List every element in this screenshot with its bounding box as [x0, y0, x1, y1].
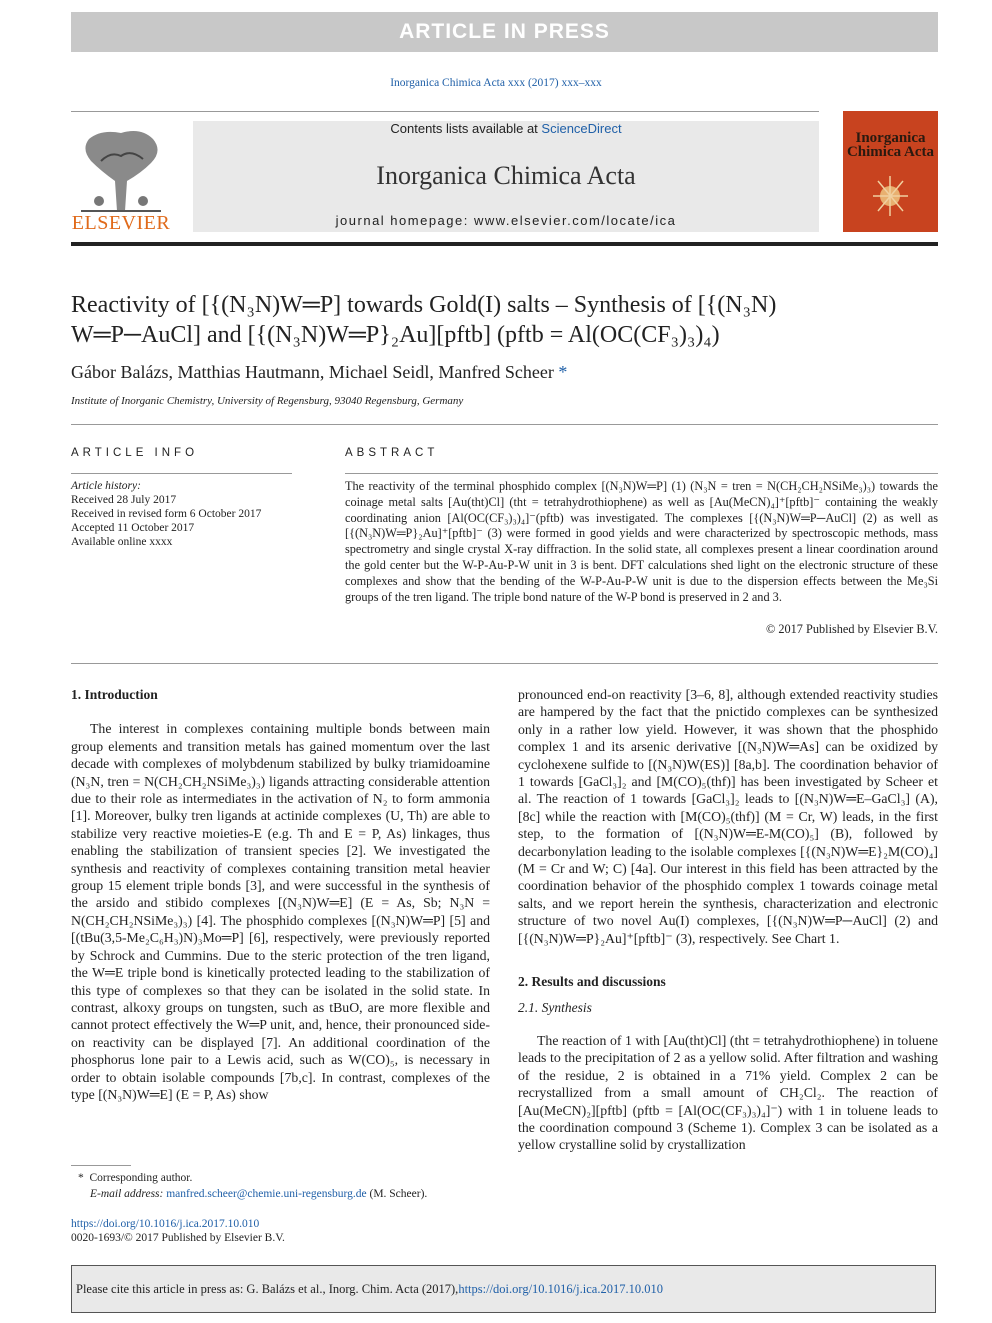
article-in-press-banner: ARTICLE IN PRESS	[71, 12, 938, 52]
right-column	[518, 686, 938, 1154]
journal-homepage[interactable]: journal homepage: www.elsevier.com/locate/ica	[335, 213, 677, 228]
abstract-text: The reactivity of the terminal phosphido complex [(N₃N)W═P] (1) (N₃N = tren = N(CH₂CH₂NSiMe₃)₃) towards the coinage metal salts [Au(tht)Cl] (tht = tetrahydrothiophene) as well as [Au(MeCN)₄]⁺[pftb]⁻ containing the weakly coordinating anion [Al(OC(CF₃)₃)₄]⁻(pftb) was investigated. The complexes [{(N₃N)W═P─AuCl] (2) as well as [{(N₃N)W═P}₂Au]⁺[pftb]⁻ (3) were formed in good yields and were characterized by spectroscopic methods, mass spectrometry and single crystal X-ray diffraction. In the solid state, all complexes present a linear coordination around the gold center but the W-P-Au-P-W unit in 3 is bent. DFT calculations shed light on the electronic structure of these complexes and show that the bending of the W-P-Au-P-W unit is due to the dispersion effects between the Me₃Si groups of the tren ligand. The triple bond nature of the W-P bond is preserved in 2 and 3.	[345, 479, 938, 604]
journal-header-box	[193, 121, 819, 232]
left-column	[71, 686, 490, 1103]
article-title	[71, 290, 938, 350]
results-heading: 2. Results and discussions	[518, 974, 666, 990]
article-info-heading: ARTICLE INFO	[71, 447, 199, 459]
sciencedirect-link[interactable]: ScienceDirect	[541, 121, 622, 136]
cover-title: Inorganica Chimica Acta	[846, 130, 935, 160]
header-thick-rule	[71, 242, 938, 246]
revised-date: Received in revised form 6 October 2017	[71, 508, 262, 520]
abstract-copyright: © 2017 Published by Elsevier B.V.	[765, 622, 938, 636]
right-paragraph-1: pronounced end-on reactivity [3–6, 8], although extended reactivity studies are hampered by the fact that the pnictido complexes can be synthesized only in a rather low yield. However, it was shown that the phosphido complex 1 and its arsenic derivative [(N₃N)W═As] can be oxidized by cyclohexene sulfide to [(N₃N)W(ES)] [8a,b]. The coordination behavior of 1 towards [GaCl₃]₂ and [M(CO)₅(thf)] has been investigated by Scheer et al. The reaction of 1 towards [GaCl₃]₂ leads to [(N₃N)W═E–GaCl₃] (A), [8c] while the reaction with [M(CO)₅(thf)] (M = Cr, W) leads, in the first step, to the formation of [(N₃N)W═E-M(CO)₅] (B), followed by decarbonylation leading to the isolable complexes [{(N₃N)W═E}₂M(CO)₄] (M = Cr and W; C) [4a]. Our interest in this field has been attracted by the coordination behavior of the phosphido complex 1 towards coinage metal salts, and we report herein the synthesis, characterization and electronic structure of two novel Au(I) complexes, [{(N₃N)W═P─AuCl] (2) and [{(N₃N)W═P}₂Au]⁺[pftb]⁻ (3), respectively. See Chart 1.	[518, 687, 938, 946]
header-rule	[71, 111, 819, 112]
accepted-date: Accepted 11 October 2017	[71, 522, 195, 534]
email-link[interactable]: manfred.scheer@chemie.uni-regensburg.de	[166, 1188, 367, 1200]
cite-box: Please cite this article in press as: G. Balázs et al., Inorg. Chim. Acta (2017), https://doi.org/10.1016/j.ica.2017.10.010	[71, 1265, 936, 1313]
online-date: Available online xxxx	[71, 536, 173, 548]
synthesis-paragraph: The reaction of 1 with [Au(tht)Cl] (tht = tetrahydrothiophene) in toluene leads to the precipitation of 2 as a yellow solid. After filtration and washing of the residue, 2 is obtained in a 71% yield. Complex 2 can be recrystallized from a small amount of CH₂Cl₂. The reaction of [Au(MeCN)₂][pftb] (pftb = [Al(OC(CF₃)₃)₄]⁻) with 1 in toluene leads to the coordination compound 3 (Scheme 1). Complex 3 can be isolated as a yellow crystalline solid by crystallization	[518, 1032, 938, 1153]
footnote-rule	[71, 1165, 131, 1166]
affiliation: Institute of Inorganic Chemistry, University of Regensburg, 93040 Regensburg, Germany	[71, 395, 464, 407]
author-list: Gábor Balázs, Matthias Hautmann, Michael Seidl, Manfred Scheer *	[71, 362, 568, 382]
article-info-rule	[71, 473, 292, 474]
title-line-2: W═P─AuCl] and [{(N₃N)W═P}₂Au][pftb] (pftb = Al(OC(CF₃)₃)₄)	[71, 322, 720, 348]
corresponding-footnote: * Corresponding author.	[78, 1172, 193, 1184]
doi-link[interactable]: https://doi.org/10.1016/j.ica.2017.10.010	[71, 1218, 260, 1230]
intro-paragraph: The interest in complexes containing multiple bonds between main group elements and transition metals has gained momentum over the last decade with complexes of molybdenum stabilized by bulky triamidoamine (N₃N, tren = N(CH₂CH₂NSiMe₃)₃) ligands attracting considerable attention due to their role as intermediates in the activation of N₂ to form ammonia [1]. Moreover, bulky tren ligands at actinide complexes (U, Th) are able to stabilize very reactive moieties-E (e.g. Th and E = P, As) linkages, thus enabling the stabilization of transient species [2]. We investigated the synthesis and reactivity of complexes containing transition metal heavier group 15 element triple bonds [3], and were successful in the synthesis of the arsido and stibido complexes [(N₃N)W═E] (E = As, Sb; N₃N = N(CH₂CH₂NSiMe₃)₃) [4]. The phosphido complexes [(N₃N)W═P] [5] and [(tBu(3,5-Me₂C₆H₃)N)₃Mo═P] [6], respectively, were previously reported by Schrock and Cummins. Due to the steric protection of the tren ligand, the W═E triple bond is kinetically protected leading to the stabilization of this type of complexes so that they can be isolated in the solid state. In contrast, alkoxy groups on tungsten, such as tBuO, are more flexible and cannot protect effectively the W═P unit, and, hence, their pronounced side-on reactivity can be displayed [7]. An additional coordination of the phosphorus lone pair to a Lewis acid, such as W(CO)₅, is necessary in order to obtain isolable compounds [7b,c]. In contrast, complexes of the type [(N₃N)W═E] (E = P, As) show	[71, 721, 490, 1102]
abstract-bottom-rule	[71, 663, 938, 664]
cite-doi-link[interactable]: https://doi.org/10.1016/j.ica.2017.10.010	[458, 1281, 663, 1296]
issn-line: 0020-1693/© 2017 Published by Elsevier B.V.	[71, 1232, 285, 1244]
elsevier-wordmark: ELSEVIER	[71, 212, 171, 234]
corresponding-author-mark[interactable]: *	[558, 362, 568, 382]
contents-line: Contents lists available at ScienceDirect	[390, 121, 622, 136]
article-history: Article history: Received 28 July 2017 Received in revised form 6 October 2017 Accepted 11 October 2017 Available online xxxx	[71, 480, 262, 548]
section-rule-top	[71, 424, 938, 425]
synthesis-heading: 2.1. Synthesis	[518, 999, 592, 1015]
received-date: Received 28 July 2017	[71, 494, 177, 506]
title-line-1: Reactivity of [{(N₃N)W═P] towards Gold(I) salts – Synthesis of [{(N₃N)	[71, 292, 777, 318]
journal-title: Inorganica Chimica Acta	[376, 161, 636, 190]
journal-citation-link[interactable]: Inorganica Chimica Acta xxx (2017) xxx–xxx	[390, 77, 602, 89]
introduction-heading: 1. Introduction	[71, 687, 158, 702]
abstract-rule	[345, 473, 938, 474]
journal-cover-image	[843, 111, 938, 232]
email-footnote: E-mail address: manfred.scheer@chemie.uni-regensburg.de (M. Scheer).	[90, 1188, 428, 1200]
abstract-heading: ABSTRACT	[345, 447, 439, 459]
